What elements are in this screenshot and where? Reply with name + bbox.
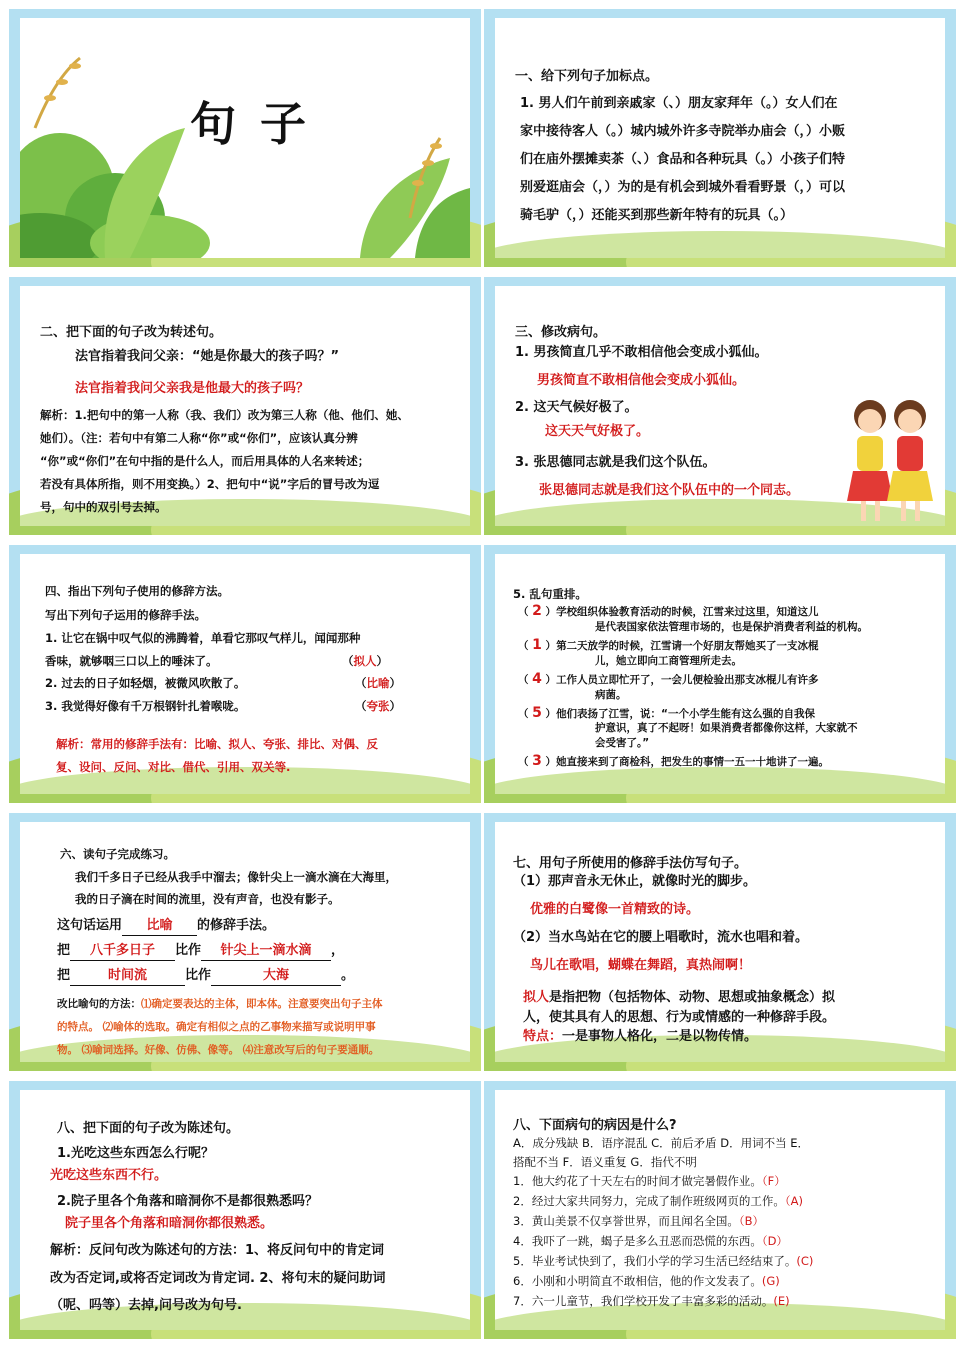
heading: 三、修改病句。 (515, 325, 607, 340)
slide-card (20, 286, 470, 526)
children-illustration (845, 391, 940, 526)
slide-imitation (484, 813, 956, 1071)
slide-card (495, 18, 945, 258)
list-item: 4．我吓了一跳，蝎子是多么丑恶而恐慌的东西。（D） (513, 1234, 788, 1248)
question-1-cont: 香味，就够咽三口以上的唾沫了。 (45, 654, 218, 668)
slide-card (495, 554, 945, 794)
slide-rhetoric (9, 545, 481, 803)
method-line: 物。 ⑶喻词选择。好像、仿佛、像等。 ⑷注意改写后的句子要通顺。 (57, 1044, 380, 1056)
definition-line: 特点：一是事物人格化，二是以物传情。 (523, 1029, 758, 1044)
slide-card (495, 1090, 945, 1330)
list-item-cont: 是代表国家依法管理市场的，也是保护消费者利益的机构。 (595, 621, 868, 633)
list-item: 5．毕业考试快到了，我们小学的学习生活已经结束了。(C) (513, 1254, 814, 1268)
page-title: 句 子 (190, 97, 311, 151)
slide-punctuation (484, 9, 956, 267)
heading: 八、下面病句的病因是什么? (513, 1118, 677, 1133)
analysis-line: 解析：常用的修辞手法有：比喻、拟人、夸张、排比、对偶、反 (56, 737, 378, 751)
heading: 一、给下列句子加标点。 (515, 69, 659, 84)
question-1: （1）那声音永无休止，就像时光的脚步。 (513, 874, 757, 889)
passage-line: 我的日子滴在时间的流里，没有声音，也没有影子。 (75, 892, 340, 906)
question-3: 3. 我觉得好像有千万根钢针扎着喉咙。 (45, 699, 246, 713)
slide-fix-sentences (484, 277, 956, 535)
method-line: 改比喻句的方法：⑴确定要表达的主体，即本体。注意要突出句子主体 (57, 998, 383, 1010)
analysis-line: 若没有具体所指，则不用变换。）2、把句中“说”字后的冒号改为逗 (40, 477, 380, 491)
definition-line: 人，使其具有人的思想、行为或情感的一种修辞手段。 (523, 1010, 836, 1025)
heading: 六、读句子完成练习。 (60, 847, 175, 861)
answer-1: （拟人） (342, 654, 388, 668)
answer-3: 张思德同志就是我们这个队伍中的一个同志。 (539, 483, 800, 498)
answer-3: （夸张） (355, 699, 401, 713)
answer-1: 光吃这些东西不行。 (50, 1168, 168, 1183)
method-line: 的特点。 ⑵喻体的选取。确定有相似之点的乙事物来描写或说明甲事 (57, 1021, 376, 1033)
fill-line-3: 把 时间流 比作 大海 。 (57, 967, 354, 986)
options-line: A．成分残缺 B．语序混乱 C．前后矛盾 D．用词不当 E． (513, 1136, 810, 1150)
line: 们在庙外摆摊卖茶（、）食品和各种玩具（。）小孩子们特 (520, 152, 846, 167)
question-1: 1. 让它在锅中叹气似的沸腾着，单看它那叹气样儿，闻闻那种 (45, 631, 361, 645)
question-2: （2）当水鸟站在它的腰上唱歌时，流水也唱和着。 (513, 930, 809, 945)
analysis-line: 解析：反问句改为陈述句的方法：1、将反问句中的肯定词 (50, 1243, 385, 1258)
list-item: （ 5 ）他们表扬了江雪，说：“一个小学生能有这么强的自我保 (518, 705, 815, 721)
list-item: 2．经过大家共同努力，完成了制作班级网页的工作。（A) (513, 1194, 803, 1208)
definition-line: 拟人是指把物（包括物体、动物、思想或抽象概念）拟 (523, 990, 836, 1005)
question-1: 1. 男孩简直几乎不敢相信他会变成小狐仙。 (515, 345, 768, 360)
slide-reorder (484, 545, 956, 803)
list-item: 1．他大约花了十天左右的时间才做完暑假作业。（F） (513, 1174, 786, 1188)
list-item-cont: 儿，她立即向工商管理所走去。 (595, 655, 742, 667)
line: 骑毛驴（，）还能买到那些新年特有的玩具（。） (520, 208, 794, 223)
question-2: 2. 这天气候好极了。 (515, 400, 638, 415)
line: 1. 男人们午前到亲戚家（、）朋友家拜年（。）女人们在 (520, 96, 838, 111)
heading: 5. 乱句重排。 (513, 587, 587, 601)
slide-card (495, 286, 945, 526)
line: 别爱逛庙会（，）为的是有机会到城外看看野景（，）可以 (520, 180, 846, 195)
fill-line-1: 这句话运用 比喻 的修辞手法。 (57, 917, 275, 936)
question-1: 1.光吃这些东西怎么行呢？ (57, 1146, 214, 1161)
slide-metaphor (9, 813, 481, 1071)
answer-2: （比喻） (355, 676, 401, 690)
analysis-line: 解析：1.把句中的第一人称（我、我们）改为第三人称（他、他们、她、 (40, 408, 409, 422)
answer-1: 优雅的白鹭像一首精致的诗。 (530, 902, 700, 917)
sentence: 法官指着我问父亲：“她是你最大的孩子吗？” (75, 349, 340, 364)
analysis-line: 复、设问、反问、对比、借代、引用、双关等. (56, 760, 291, 774)
question-3: 3. 张思德同志就是我们这个队伍。 (515, 455, 716, 470)
slide-title (9, 9, 481, 267)
slide-card (495, 822, 945, 1062)
list-item: 6．小刚和小明简直不敢相信，他的作文发表了。(G) (513, 1274, 780, 1288)
answer-2: 院子里各个角落和暗洞你都很熟悉。 (65, 1216, 274, 1231)
passage-line: 我们千多日子已经从我手中溜去；像针尖上一滴水滴在大海里， (75, 870, 397, 884)
slide-card (20, 1090, 470, 1330)
heading: 七、用句子所使用的修辞手法仿写句子。 (513, 856, 748, 871)
question-2: 2.院子里各个角落和暗洞你不是都很熟悉吗？ (57, 1194, 318, 1209)
answer-2: 这天天气好极了。 (545, 424, 650, 439)
slide-card (20, 554, 470, 794)
heading: 四、指出下列句子使用的修辞方法。 (45, 584, 229, 598)
list-item-cont: 病菌。 (595, 689, 627, 701)
heading: 八、把下面的句子改为陈述句。 (57, 1121, 240, 1136)
analysis-line: （呢、吗等）去掉,问号改为句号. (50, 1298, 242, 1313)
question-2: 2. 过去的日子如轻烟，被微风吹散了。 (45, 676, 246, 690)
analysis-line: 她们）。（注：若句中有第二人称“你”或“你们”，应该认真分辨 (40, 431, 358, 445)
slide-sentence-errors (484, 1081, 956, 1339)
list-item-cont: 会受害了。” (595, 737, 650, 749)
heading: 二、把下面的句子改为转述句。 (40, 325, 223, 340)
slide-declarative (9, 1081, 481, 1339)
list-item: 7．六一儿童节，我们学校开发了丰富多彩的活动。(E) (513, 1294, 790, 1308)
list-item: （ 4 ）工作人员立即忙开了，一会儿便检验出那支冰棍儿有许多 (518, 671, 819, 687)
analysis-line: 改为否定词,或将否定词改为肯定词. 2、将句末的疑问助词 (50, 1271, 386, 1286)
analysis-line: 号，句中的双引号去掉。 (40, 500, 167, 514)
list-item: （ 1 ）第二天放学的时候，江雪请一个好朋友帮她买了一支冰棍 (518, 637, 819, 653)
answer-2: 鸟儿在歌唱，蝴蝶在舞蹈，真热闹啊！ (530, 958, 752, 973)
list-item: （ 2 ）学校组织体验教育活动的时候，江雪来过这里，知道这儿 (518, 603, 819, 619)
analysis-line: “你”或“你们”在句中指的是什么人，而后用具体的人名来转述； (40, 454, 370, 468)
slide-card (20, 822, 470, 1062)
list-item: （ 3 ）她直接来到了商检科，把发生的事情一五一十地讲了一遍。 (518, 753, 830, 769)
answer: 法官指着我问父亲我是他最大的孩子吗？ (75, 381, 310, 396)
list-item: 3．黄山美景不仅享誉世界，而且闻名全国。（B） (513, 1214, 764, 1228)
slide-reported-speech (9, 277, 481, 535)
answer-1: 男孩简直不敢相信他会变成小狐仙。 (537, 373, 746, 388)
subheading: 写出下列句子运用的修辞手法。 (45, 608, 206, 622)
fill-line-2: 把 八千多日子 比作 针尖上一滴水滴 ， (57, 942, 344, 961)
line: 家中接待客人（。）城内城外许多寺院举办庙会（，）小贩 (520, 124, 846, 139)
slide-card (20, 18, 470, 258)
options-line: 搭配不当 F．语义重复 G．指代不明 (513, 1155, 697, 1169)
list-item-cont: 护意识，真了不起呀！如果消费者都像你这样，大家就不 (595, 722, 858, 734)
